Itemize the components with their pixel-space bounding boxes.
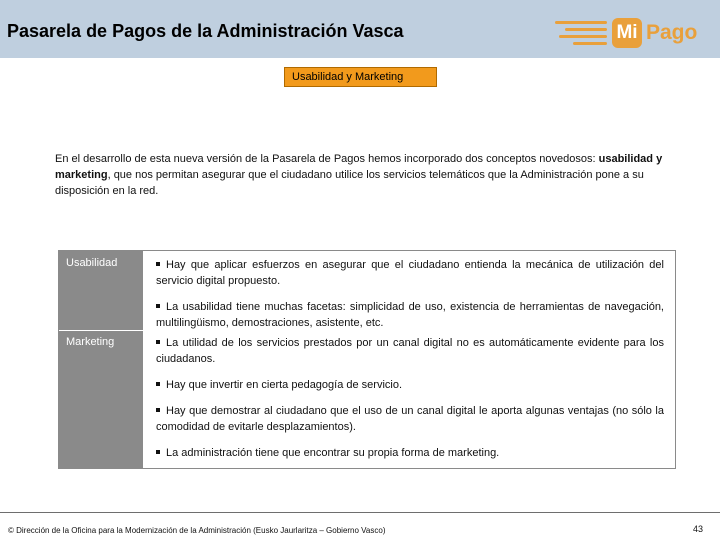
bullet-square-icon — [156, 382, 160, 386]
bullet-square-icon — [156, 450, 160, 454]
row-label-marketing: Marketing — [66, 336, 115, 348]
bullet-text: La administración tiene que encontrar su propia forma de marketing. — [166, 447, 500, 459]
mipago-logo — [555, 16, 715, 50]
section-label: Usabilidad y Marketing — [292, 71, 404, 83]
slide-header — [0, 0, 720, 58]
logo-stripe — [559, 35, 607, 38]
logo-stripe — [565, 28, 607, 31]
marketing-bullets — [156, 335, 664, 471]
bullet-item — [156, 445, 664, 461]
logo-stripe — [555, 21, 607, 24]
bullet-text: La usabilidad tiene muchas facetas: simplicidad de uso, existencia de herramientas de navegación, multilingüismo, demostraciones, asistente, etc. — [156, 301, 664, 329]
bullet-square-icon — [156, 262, 160, 266]
row-label-cell-marketing — [59, 330, 143, 469]
bullet-text: Hay que aplicar esfuerzos en asegurar que el ciudadano entienda la mecánica de utilización del servicio digital propuesto. — [156, 259, 664, 287]
footer-divider — [0, 512, 720, 513]
intro-text-1: En el desarrollo de esta nueva versión de la Pasarela de Pagos hemos incorporado dos conceptos novedosos: — [55, 153, 599, 165]
row-label-cell-usabilidad — [59, 251, 143, 330]
usabilidad-bullets — [156, 257, 664, 341]
bullet-text: Hay que demostrar al ciudadano que el uso de un canal digital le aporta algunas ventajas (no sólo la comodidad de evitarle desplazamientos). — [156, 405, 664, 433]
intro-text-2: , que nos permitan asegurar que el ciudadano utilice los servicios telemáticos que la Administración pone a su disposición en la red. — [55, 169, 644, 197]
intro-paragraph — [55, 151, 675, 199]
section-label-bar — [284, 67, 437, 87]
logo-pago: Pago — [646, 21, 698, 44]
bullet-item — [156, 335, 664, 367]
logo-stripe — [573, 42, 607, 45]
intro-bold-terms: usabilidad y marketing — [55, 153, 663, 181]
footer-copyright: © Dirección de la Oficina para la Modernización de la Administración (Eusko Jaurlaritza – Gobierno Vasco) — [8, 526, 386, 535]
row-label-usabilidad: Usabilidad — [66, 257, 118, 269]
slide-title: Pasarela de Pagos de la Administración Vasca — [7, 21, 404, 41]
bullet-text: Hay que invertir en cierta pedagogía de servicio. — [166, 379, 403, 391]
logo-mi: Mi — [612, 18, 642, 48]
bullet-item — [156, 403, 664, 435]
bullet-square-icon — [156, 408, 160, 412]
bullet-square-icon — [156, 340, 160, 344]
bullet-item — [156, 299, 664, 331]
bullet-square-icon — [156, 304, 160, 308]
page-number: 43 — [693, 524, 704, 534]
row-divider — [59, 330, 143, 331]
concepts-table — [58, 250, 676, 469]
bullet-item — [156, 257, 664, 289]
bullet-text: La utilidad de los servicios prestados por un canal digital no es automáticamente evidente para los ciudadanos. — [156, 337, 664, 365]
bullet-item — [156, 377, 664, 393]
